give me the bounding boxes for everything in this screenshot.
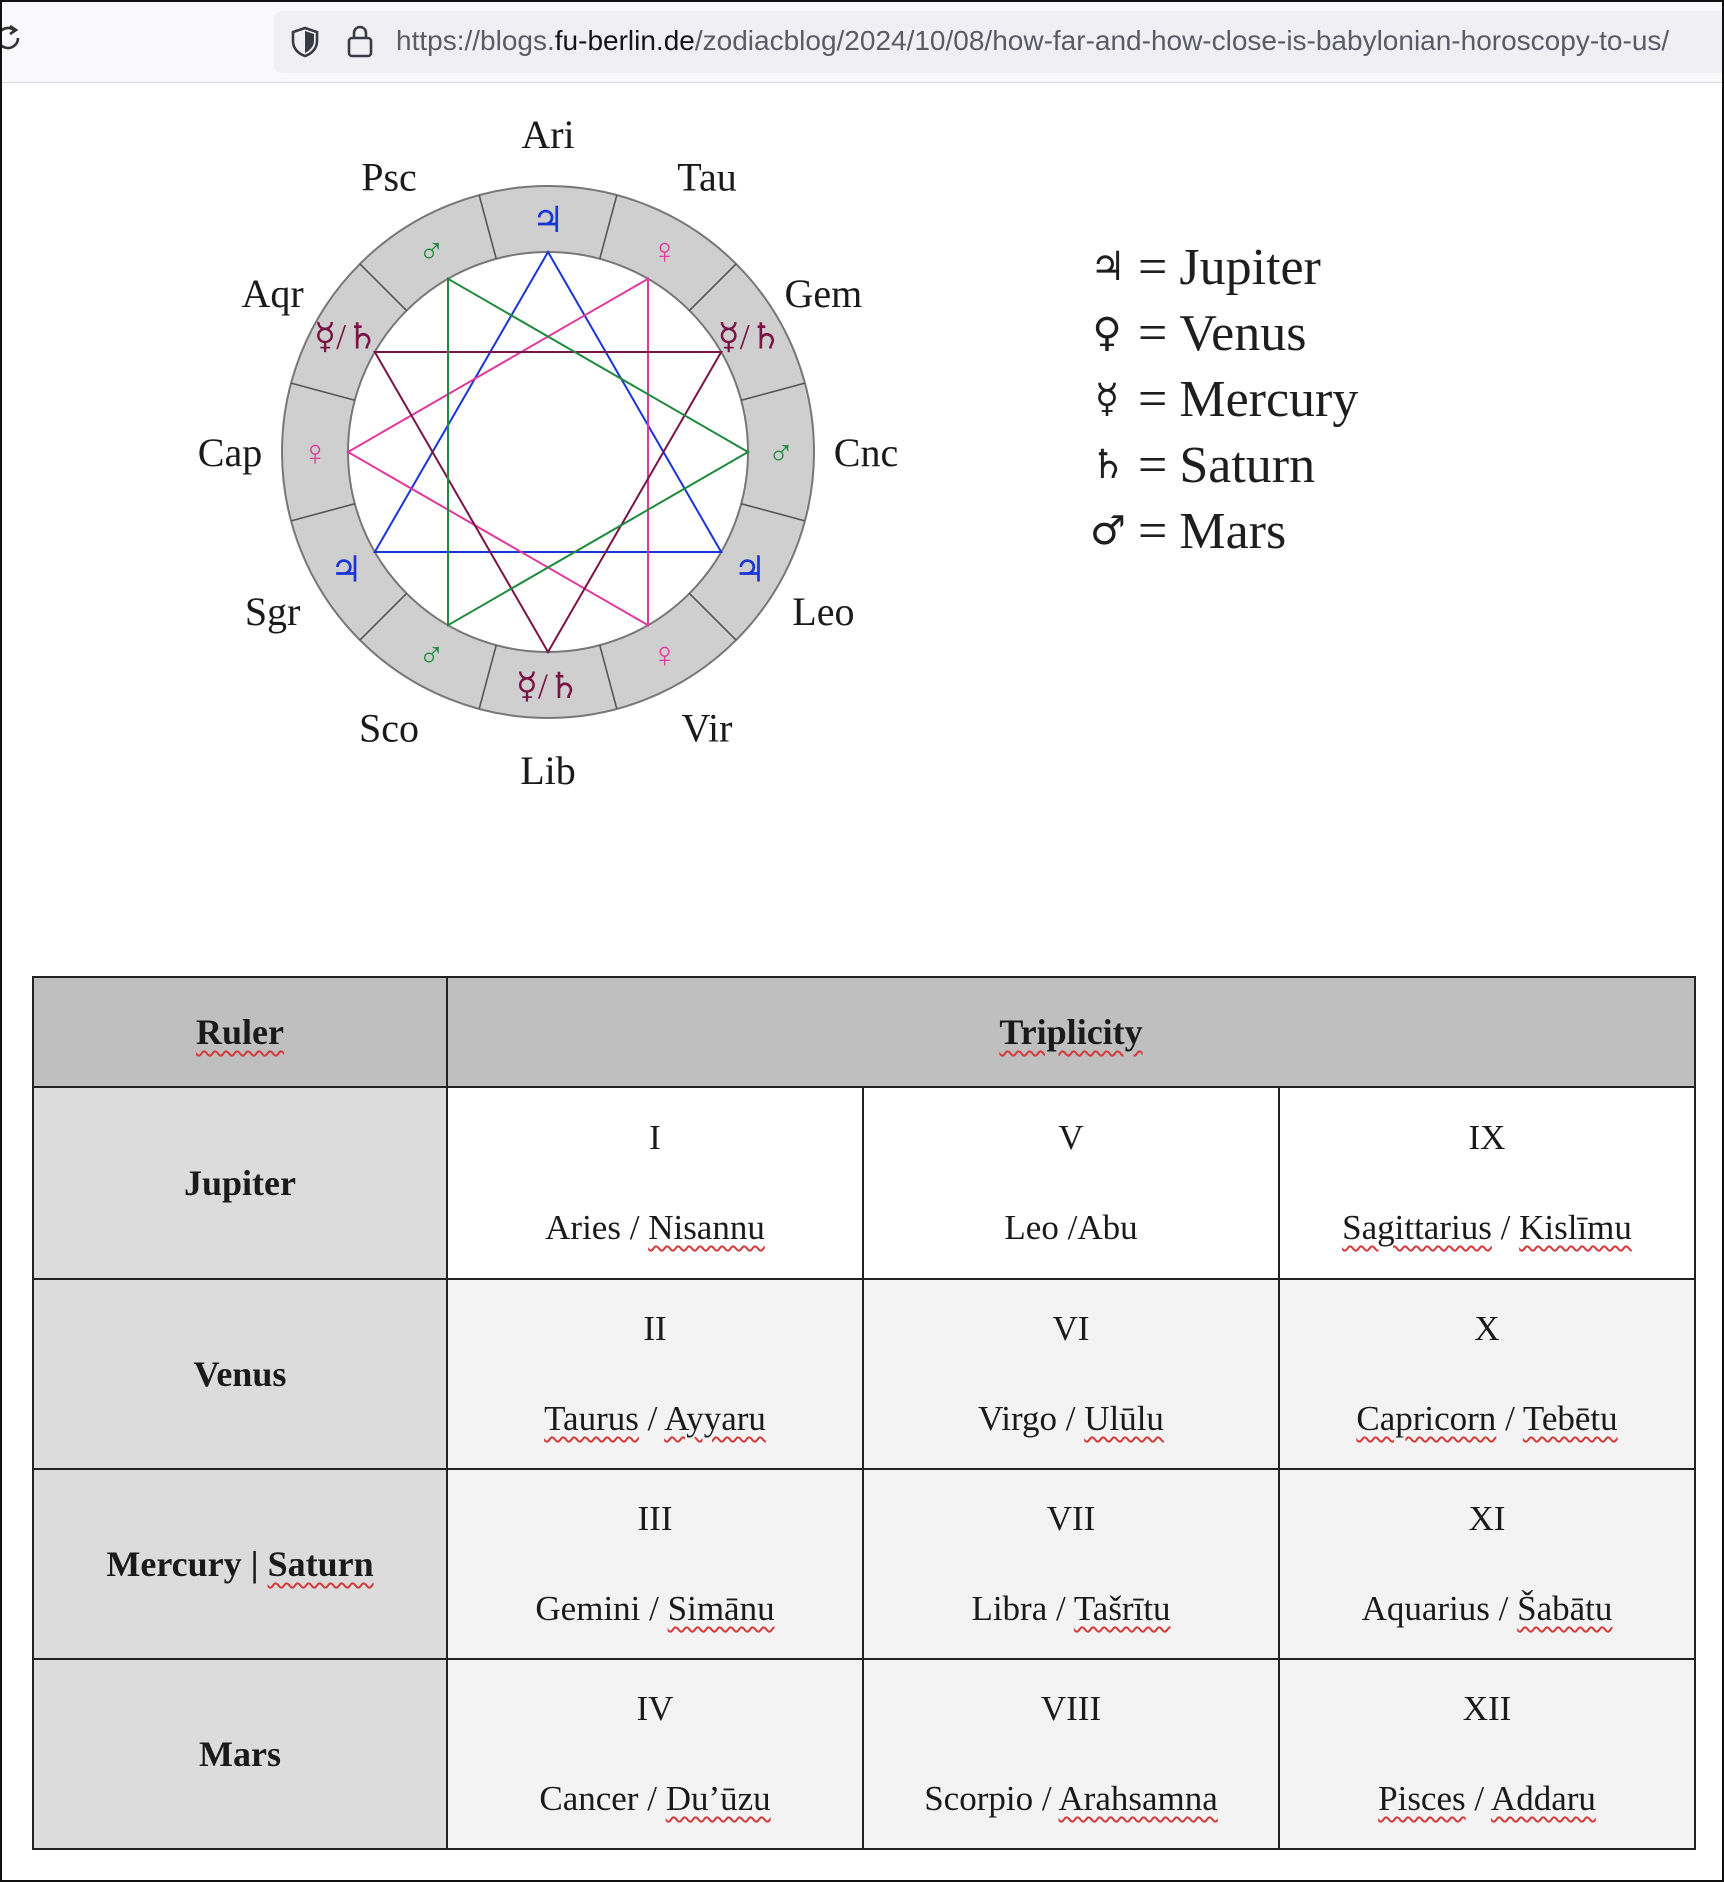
planet-symbol-icon: ☿/♄ (717, 316, 782, 357)
legend-row-venus: ♀ = Venus (1090, 300, 1358, 366)
sign-label: Cap (197, 430, 263, 475)
planet-symbol-icon: ♀ (651, 634, 678, 675)
table-header-row (33, 977, 1695, 1087)
sign-label: Leo (792, 589, 855, 634)
legend-label: Jupiter (1179, 238, 1321, 296)
venus-symbol-icon: ♀ (1092, 310, 1122, 356)
jupiter-symbol-icon: ♃ (1090, 244, 1126, 290)
planet-symbol-icon: ♃ (733, 549, 766, 590)
sign-cell: XI Aquarius / Šabātu (1279, 1469, 1695, 1659)
zodiac-triplicity-wheel (182, 102, 942, 802)
sign-label: Gem (784, 271, 863, 316)
sign-label: Psc (361, 154, 417, 200)
sign-label: Aqr (241, 271, 304, 316)
legend-row-jupiter: ♃ = Jupiter (1090, 238, 1321, 296)
table-row (33, 1659, 1695, 1849)
planet-legend (1090, 234, 1358, 564)
legend-row-saturn: ♄ = Saturn (1090, 436, 1316, 494)
ruler-cell: Jupiter (33, 1087, 447, 1279)
sign-label: Cnc (833, 430, 899, 475)
sign-label: Tau (677, 154, 737, 200)
legend-label: Mercury (1179, 370, 1359, 428)
planet-symbol-icon: ♂ (418, 231, 445, 272)
lock-icon[interactable] (344, 23, 376, 59)
sign-label: Lib (520, 748, 576, 793)
sign-cell: II Taurus / Ayyaru (447, 1279, 863, 1469)
browser-toolbar (2, 2, 1722, 83)
sign-cell: VII Libra / Tašrītu (863, 1469, 1279, 1659)
sign-label: Sco (359, 705, 419, 751)
planet-symbol-icon: ☿/♄ (314, 316, 379, 357)
sign-label: Vir (681, 705, 733, 751)
sign-cell: I Aries / Nisannu (447, 1087, 863, 1279)
sign-cell: VIII Scorpio / Arahsamna (863, 1659, 1279, 1849)
sign-cell: IV Cancer / Du’ūzu (447, 1659, 863, 1849)
wheel-inner-circle (348, 252, 748, 652)
ruler-cell: Mercury | Saturn (33, 1469, 447, 1659)
legend-label: Saturn (1179, 436, 1316, 494)
planet-symbol-icon: ♀ (651, 231, 678, 272)
sign-cell: V Leo /Abu (863, 1087, 1279, 1279)
triplicity-column-header: Triplicity (447, 977, 1695, 1087)
saturn-symbol-icon: ♄ (1090, 442, 1126, 488)
planet-symbol-icon: ♂ (418, 634, 445, 675)
sign-cell: IX Sagittarius / Kislīmu (1279, 1087, 1695, 1279)
planet-symbol-icon: ♂ (767, 433, 795, 473)
mars-symbol-icon: ♂ (1090, 508, 1126, 554)
planet-symbol-icon: ♃ (531, 200, 565, 240)
ruler-cell: Mars (33, 1659, 447, 1849)
planet-symbol-icon: ♀ (301, 433, 329, 473)
sign-cell: III Gemini / Simānu (447, 1469, 863, 1659)
table-row (33, 1279, 1695, 1469)
sign-label: Ari (521, 112, 575, 157)
legend-row-mercury: ☿ = Mercury (1090, 366, 1358, 432)
ruler-cell: Venus (33, 1279, 447, 1469)
sign-label: Sgr (244, 589, 301, 634)
sign-cell: XII Pisces / Addaru (1279, 1659, 1695, 1849)
sign-cell: VI Virgo / Ulūlu (863, 1279, 1279, 1469)
legend-label: Venus (1179, 304, 1307, 362)
shield-icon[interactable] (288, 25, 322, 59)
mercury-symbol-icon: ☿ (1094, 376, 1120, 422)
sign-cell: X Capricorn / Tebētu (1279, 1279, 1695, 1469)
legend-label: Mars (1179, 502, 1287, 560)
reload-icon[interactable] (0, 18, 28, 58)
address-bar[interactable] (274, 11, 1722, 73)
url-text[interactable]: https://blogs.fu-berlin.de/zodiacblog/2024/10/08/how-far-and-how-close-is-babylonian-horoscopy-to-us/ (396, 25, 1670, 56)
ruler-column-header: Ruler (33, 977, 447, 1087)
legend-row-mars: ♂ = Mars (1090, 502, 1287, 560)
planet-symbol-icon: ☿/♄ (515, 666, 581, 706)
triplicity-table (32, 976, 1696, 1850)
planet-symbol-icon: ♃ (330, 549, 363, 590)
table-row (33, 1087, 1695, 1279)
table-row (33, 1469, 1695, 1659)
